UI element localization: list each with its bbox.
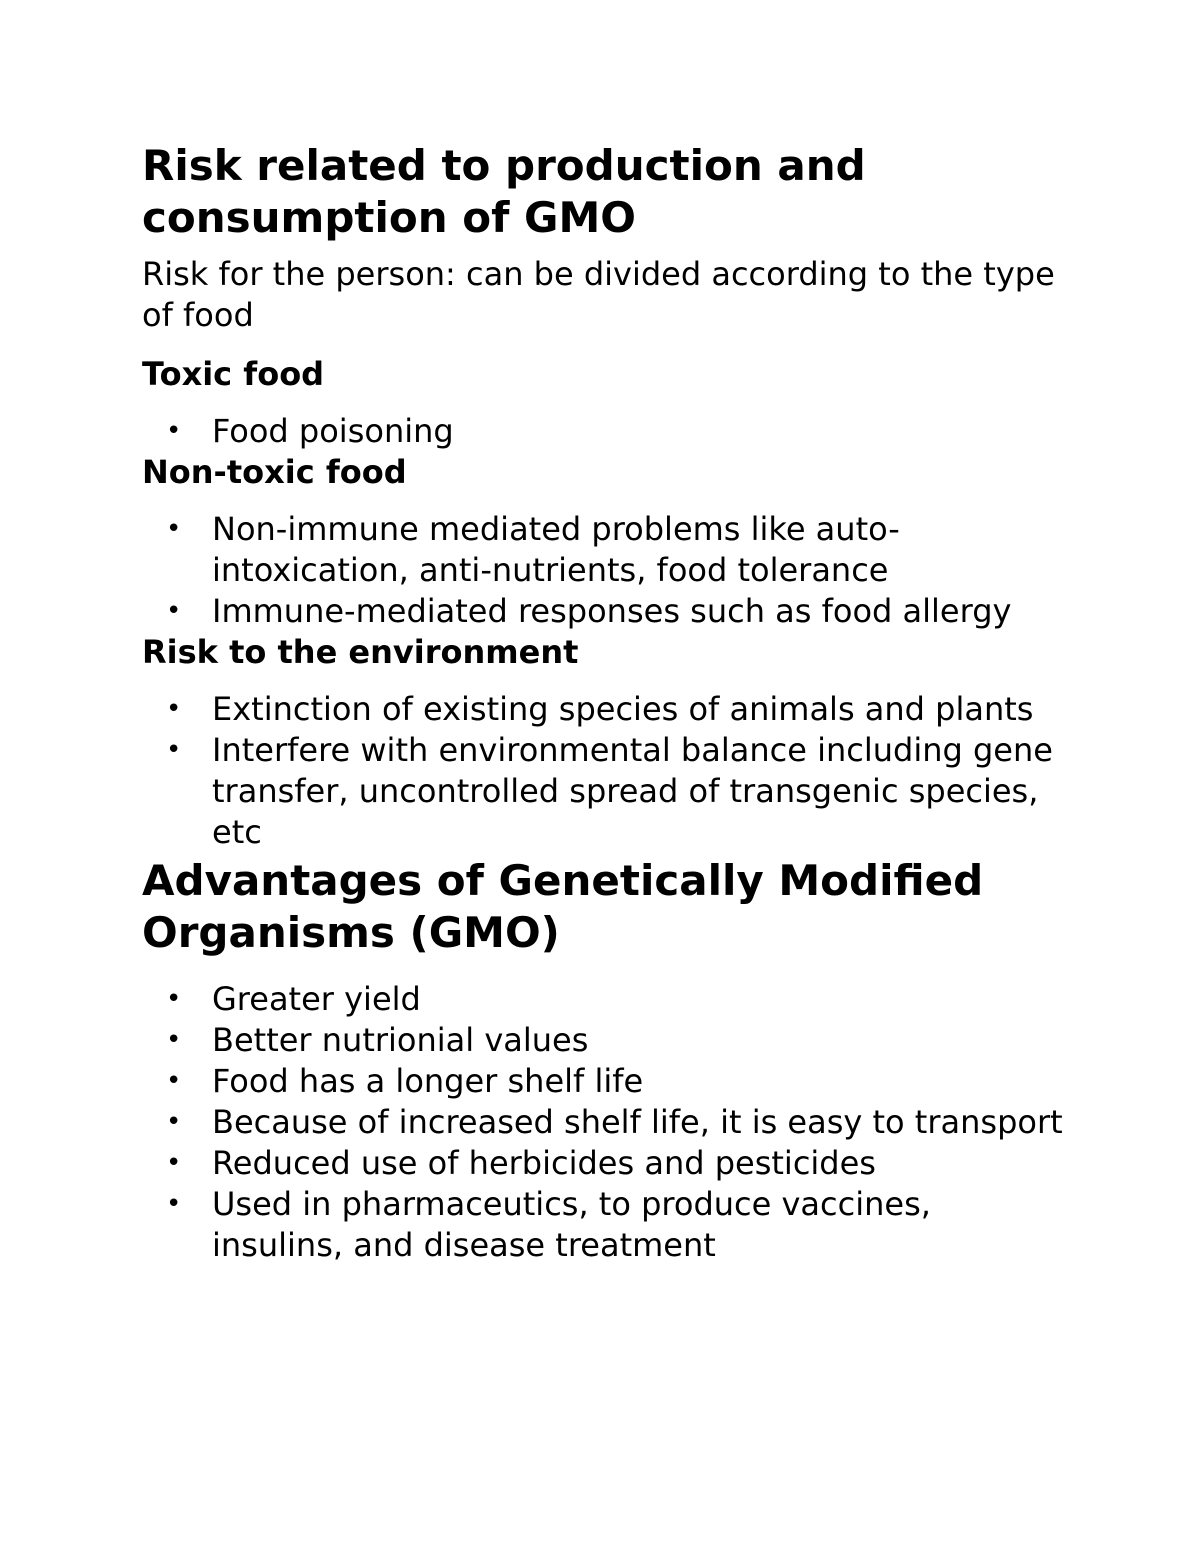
bullet-icon: • — [166, 1107, 182, 1137]
bullet-icon: • — [166, 1189, 182, 1219]
list-item: • Food poisoning — [166, 412, 454, 450]
environment-risk-list — [142, 689, 1072, 853]
list-item: • Better nutrionial values — [166, 1021, 589, 1059]
bullet-icon: • — [166, 1148, 182, 1178]
list-item: • Food has a longer shelf life — [166, 1062, 644, 1100]
advantages-list — [142, 979, 1072, 1266]
bullet-icon: • — [166, 514, 182, 544]
bullet-icon: • — [166, 735, 182, 765]
list-item: • Reduced use of herbicides and pesticides — [166, 1144, 876, 1182]
list-item: • Greater yield — [166, 980, 421, 1018]
subheading-toxic-food: Toxic food — [142, 355, 325, 393]
list-item: • Immune-mediated responses such as food allergy — [166, 592, 1012, 630]
heading-risks: Risk related to production and consumption of GMO — [142, 141, 866, 242]
heading-advantages: Advantages of Genetically Modified Organisms (GMO) — [142, 856, 984, 957]
list-item: • Extinction of existing species of animals and plants — [166, 690, 1034, 728]
bullet-icon: • — [166, 1025, 182, 1055]
bullet-icon: • — [166, 416, 182, 446]
subheading-environment: Risk to the environment — [142, 633, 579, 671]
bullet-icon: • — [166, 596, 182, 626]
bullet-icon: • — [166, 984, 182, 1014]
list-item: • Because of increased shelf life, it is easy to transport — [166, 1103, 1063, 1141]
list-item: • Interfere with environmental balance including gene transfer, uncontrolled spread of transgenic species, etc — [166, 731, 1053, 851]
list-item: • Non-immune mediated problems like auto-intoxication, anti-nutrients, food tolerance — [166, 510, 900, 589]
non-toxic-food-list — [142, 509, 1072, 632]
document-page — [142, 140, 1072, 1266]
list-item: • Used in pharmaceutics, to produce vaccines, insulins, and disease treatment — [166, 1185, 931, 1264]
bullet-icon: • — [166, 694, 182, 724]
bullet-icon: • — [166, 1066, 182, 1096]
intro-paragraph: Risk for the person: can be divided according to the type of food — [142, 255, 1055, 334]
subheading-non-toxic-food: Non-toxic food — [142, 453, 407, 491]
toxic-food-list — [142, 411, 1072, 452]
